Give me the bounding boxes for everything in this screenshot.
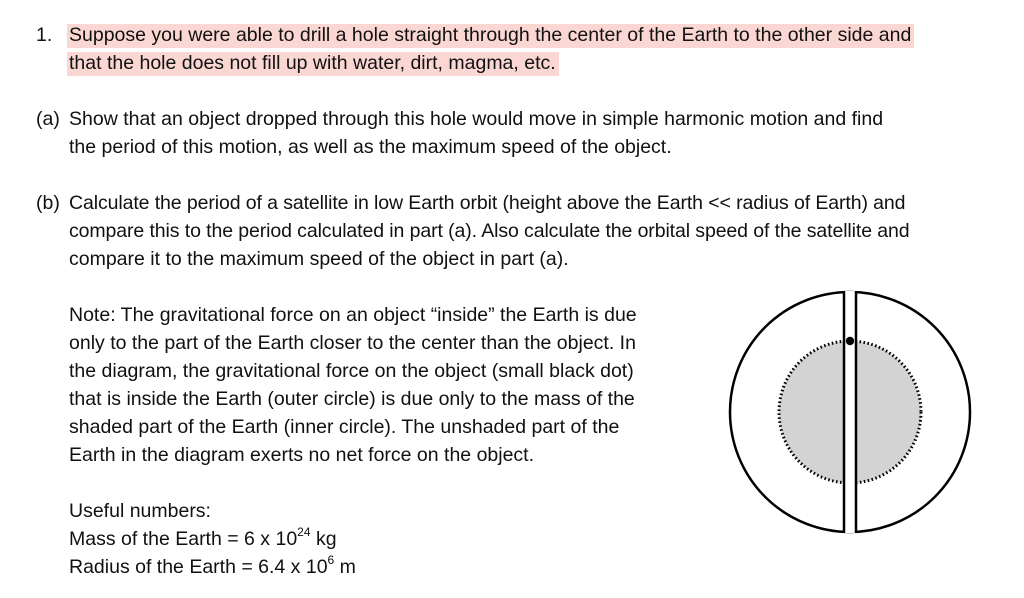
- part-b-line-2: compare this to the period calculated in part (a). Also calculate the orbital speed of the satellite and: [69, 220, 910, 242]
- part-a-label: (a): [36, 108, 60, 130]
- part-a-line-1: Show that an object dropped through this hole would move in simple harmonic motion and find: [69, 108, 884, 130]
- note-line-2: only to the part of the Earth closer to the center than the object. In: [69, 332, 636, 354]
- note-line-4: that is inside the Earth (outer circle) is due only to the mass of the: [69, 388, 635, 410]
- note-line-3: the diagram, the gravitational force on the object (small black dot): [69, 360, 634, 382]
- intro-highlight-2: that the hole does not fill up with water, dirt, magma, etc.: [67, 52, 559, 76]
- part-a-line-2: the period of this motion, as well as the maximum speed of the object.: [69, 136, 672, 158]
- earth-radius-label: Radius of the Earth = 6.4 x 10: [69, 556, 328, 578]
- earth-radius-exponent: 6: [327, 553, 335, 567]
- note-line-5: shaded part of the Earth (inner circle). The unshaded part of the: [69, 416, 620, 438]
- problem-number: 1.: [36, 24, 53, 46]
- intro-highlight-1: Suppose you were able to drill a hole straight through the center of the Earth to the other side and: [67, 24, 914, 48]
- earth-radius-line: [69, 553, 356, 581]
- drilled-hole-channel: [844, 291, 856, 533]
- note-line-6: Earth in the diagram exerts no net force on the object.: [69, 444, 535, 466]
- earth-hole-diagram: [724, 286, 976, 538]
- object-dot: [846, 337, 854, 345]
- part-b-line-1: Calculate the period of a satellite in low Earth orbit (height above the Earth << radius of Earth) and: [69, 192, 906, 214]
- earth-radius-unit: m: [334, 556, 356, 578]
- intro-line-2: [69, 49, 559, 77]
- earth-mass-unit: kg: [310, 528, 337, 550]
- intro-line-1: [69, 21, 914, 49]
- useful-numbers-heading: Useful numbers:: [69, 500, 211, 522]
- part-b-line-3: compare it to the maximum speed of the object in part (a).: [69, 248, 569, 270]
- earth-mass-line: [69, 525, 337, 553]
- earth-mass-label: Mass of the Earth = 6 x 10: [69, 528, 298, 550]
- earth-mass-exponent: 24: [297, 525, 311, 539]
- part-b-label: (b): [36, 192, 60, 214]
- note-line-1: Note: The gravitational force on an object “inside” the Earth is due: [69, 304, 637, 326]
